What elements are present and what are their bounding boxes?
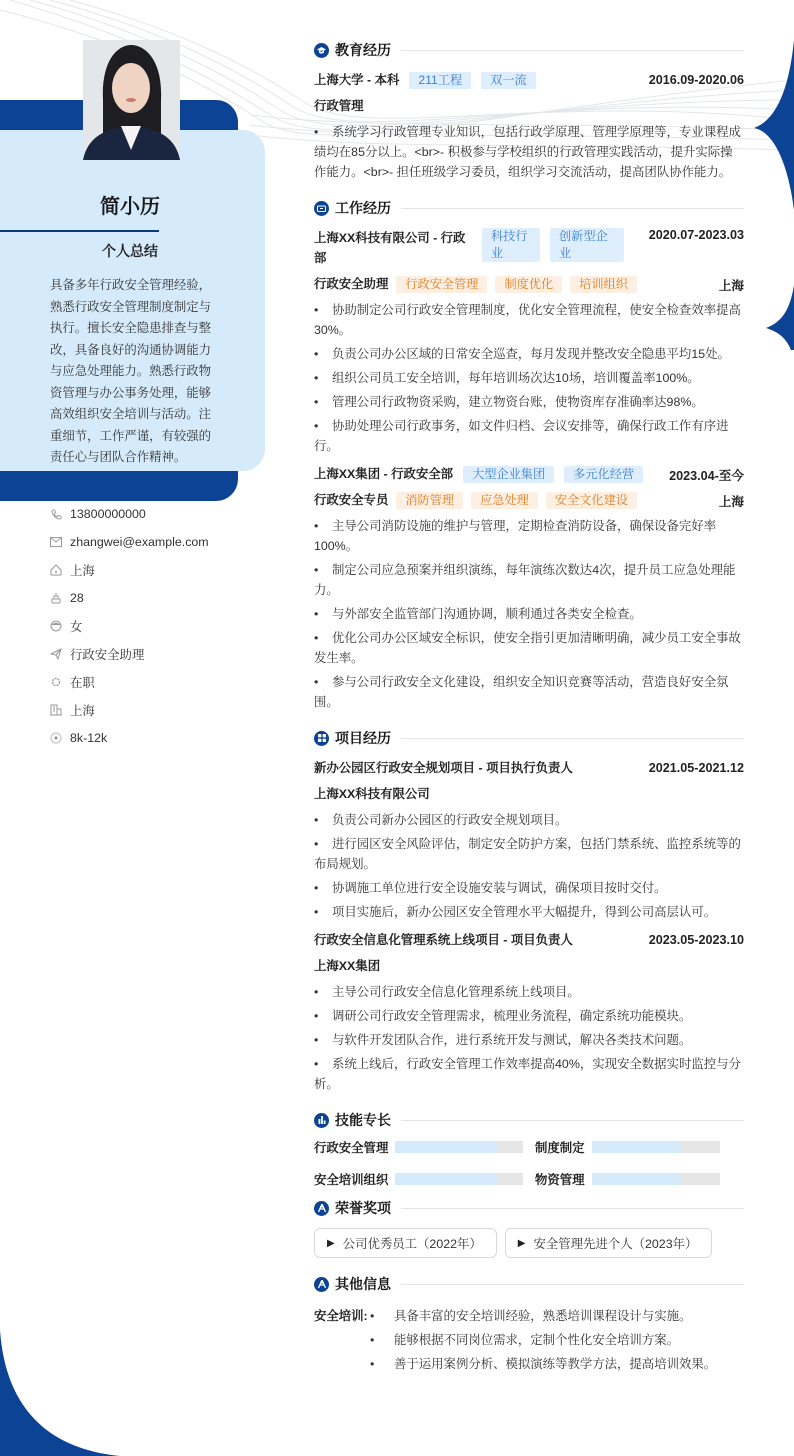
company-name: 上海XX集团 - 行政安全部 [314, 467, 454, 481]
section-projects [314, 726, 744, 1094]
gender-icon [50, 620, 62, 632]
decorative-bottom-left [0, 1330, 130, 1456]
skill-name: 物资管理 [535, 1173, 585, 1187]
date-range: 2023.05-2023.10 [648, 933, 744, 947]
contact-status: 在职 [50, 668, 270, 696]
bullet-item: • 协助处理公司行政事务，如文件归档、会议安排等，确保行政工作有序进行。 [314, 416, 744, 456]
skill-bar [592, 1141, 720, 1153]
section-title: 工作经历 [335, 200, 391, 216]
bullet-item: • 进行园区安全风险评估，制定安全防护方案，包括门禁系统、监控系统等的布局规划。 [314, 834, 744, 874]
skill-tag: 应急处理 [471, 492, 538, 509]
award-item[interactable]: ▶ 安全管理先进个人（2023年） [505, 1228, 713, 1258]
contact-gender: 女 [50, 612, 270, 640]
contact-phone: 13800000000 [50, 500, 270, 528]
section-title: 项目经历 [335, 730, 391, 746]
skill-name: 制度制定 [535, 1141, 585, 1155]
bullet-item: • 主导公司消防设施的维护与管理，定期检查消防设备，确保设备完好率100%。 [314, 516, 744, 556]
skill-bar [395, 1141, 523, 1153]
play-triangle-icon: ▶ [517, 1237, 526, 1249]
project-org: 上海XX集团 [314, 959, 381, 973]
award-item[interactable]: ▶ 公司优秀员工（2022年） [314, 1228, 497, 1258]
bullet-item: • 优化公司办公区域安全标识，使安全指引更加清晰明确，减少员工安全事故发生率。 [314, 628, 744, 668]
skill-item [314, 1172, 535, 1186]
skill-bar-fill [395, 1173, 497, 1185]
job-role: 行政安全专员 [314, 493, 389, 507]
play-triangle-icon: ▶ [327, 1237, 335, 1249]
major: 行政管理 [314, 99, 364, 113]
section-divider [401, 1284, 744, 1285]
skill-tag: 安全文化建设 [546, 492, 637, 509]
section-education [314, 38, 744, 182]
school-tag: 211工程 [409, 72, 471, 89]
section-title: 荣誉奖项 [335, 1200, 391, 1216]
work-entry [314, 464, 744, 712]
section-title: 教育经历 [335, 42, 391, 58]
bullet-item: • 协助制定公司行政安全管理制度，优化安全管理流程，使安全检查效率提高30%。 [314, 300, 744, 340]
industry-tag: 大型企业集团 [463, 466, 554, 483]
section-title: 技能专长 [335, 1112, 391, 1128]
project-name: 行政安全信息化管理系统上线项目 - 项目负责人 [314, 933, 573, 947]
skill-name: 安全培训组织 [314, 1173, 389, 1187]
avatar-photo [83, 40, 180, 160]
skill-name: 行政安全管理 [314, 1141, 389, 1155]
bullet-item: • 负责公司新办公园区的行政安全规划项目。 [314, 810, 744, 830]
contact-email: zhangwei@example.com [50, 528, 270, 556]
section-title: 其他信息 [335, 1276, 391, 1292]
bullet-item: • 负责公司办公区域的日常安全巡查，每月发现并整改安全隐患平均15处。 [314, 344, 744, 364]
school-tag: 双一流 [481, 72, 536, 89]
section-divider [401, 1208, 744, 1209]
contact-target-position: 行政安全助理 [50, 640, 270, 668]
bullet-item: • 系统上线后，行政安全管理工作效率提高40%，实现安全数据实时监控与分析。 [314, 1054, 744, 1094]
bullet-item: • 组织公司员工安全培训，每年培训场次达10场，培训覆盖率100%。 [314, 368, 744, 388]
industry-tag: 科技行业 [482, 228, 540, 262]
summary-title: 个人总结 [102, 243, 158, 259]
bullet-item: • 管理公司行政物资采购，建立物资台账，使物资库存准确率达98%。 [314, 392, 744, 412]
award-icon [314, 1201, 329, 1216]
job-location: 上海 [718, 278, 744, 293]
section-work [314, 196, 744, 712]
bullet-item: • 调研公司行政安全管理需求，梳理业务流程，确定系统功能模块。 [314, 1006, 744, 1026]
contact-city: 上海 [50, 556, 270, 584]
profile-name: 简小历 [100, 196, 160, 218]
age-icon [50, 592, 62, 604]
contact-age: 28 [50, 584, 270, 612]
skill-tag: 行政安全管理 [396, 276, 487, 293]
home-icon [50, 564, 62, 576]
status-icon [50, 676, 62, 688]
info-compass-icon [314, 1277, 329, 1292]
project-entry [314, 758, 744, 922]
section-other [314, 1272, 744, 1376]
skill-bar [395, 1173, 523, 1185]
project-entry [314, 930, 744, 1094]
project-name: 新办公园区行政安全规划项目 - 项目执行负责人 [314, 761, 573, 775]
school-name: 上海大学 - 本科 [314, 73, 400, 87]
education-entry [314, 70, 744, 182]
grid-icon [314, 731, 329, 746]
skill-bar [592, 1173, 720, 1185]
skill-item [314, 1140, 535, 1154]
graduation-cap-icon [314, 43, 329, 58]
section-awards [314, 1196, 744, 1258]
section-skills [314, 1108, 744, 1186]
bullet-item: • 与软件开发团队合作，进行系统开发与测试，解决各类技术问题。 [314, 1030, 744, 1050]
industry-tag: 多元化经营 [564, 466, 643, 483]
job-role: 行政安全助理 [314, 277, 389, 291]
name-divider [0, 230, 159, 232]
date-range: 2020.07-2023.03 [648, 228, 744, 242]
contact-list [50, 500, 270, 752]
section-divider [401, 208, 744, 209]
main-content [314, 38, 744, 1390]
phone-icon [50, 508, 62, 520]
decorative-right-shapes [754, 30, 794, 350]
contact-work-city: 上海 [50, 696, 270, 724]
skill-bar-fill [395, 1141, 497, 1153]
skill-item [535, 1172, 744, 1186]
bullet-item: • 协调施工单位进行安全设施安装与调试，确保项目按时交付。 [314, 878, 744, 898]
skill-item [535, 1140, 744, 1154]
work-entry [314, 228, 744, 456]
bullet-item: • 项目实施后，新办公园区安全管理水平大幅提升，得到公司高层认可。 [314, 902, 744, 922]
bullet-item: • 具备丰富的安全培训经验，熟悉培训课程设计与实施。 [370, 1304, 716, 1328]
bullet-item: • 参与公司行政安全文化建设，组织安全知识竞赛等活动，营造良好安全氛围。 [314, 672, 744, 712]
section-divider [401, 50, 744, 51]
date-range: 2023.04-至今 [669, 468, 744, 483]
industry-tag: 创新型企业 [550, 228, 624, 262]
send-icon [50, 648, 62, 660]
skill-tag: 制度优化 [495, 276, 562, 293]
bullet-item: • 善于运用案例分析、模拟演练等教学方法，提高培训效果。 [370, 1352, 716, 1376]
contact-salary: 8k-12k [50, 724, 270, 752]
building-icon [50, 704, 62, 716]
mail-icon [50, 536, 62, 548]
date-range: 2021.05-2021.12 [648, 761, 744, 775]
other-label: 安全培训: [314, 1309, 368, 1323]
company-name: 上海XX科技有限公司 - 行政部 [314, 231, 466, 265]
bar-chart-icon [314, 1113, 329, 1128]
bullet-item: • 与外部安全监管部门沟通协调，顺利通过各类安全检查。 [314, 604, 744, 624]
bullet-item: • 主导公司行政安全信息化管理系统上线项目。 [314, 982, 744, 1002]
briefcase-icon [314, 201, 329, 216]
bullet-item: • 制定公司应急预案并组织演练，每年演练次数达4次，提升员工应急处理能力。 [314, 560, 744, 600]
skill-tag: 培训组织 [570, 276, 637, 293]
skill-bar-fill [592, 1173, 682, 1185]
project-org: 上海XX科技有限公司 [314, 787, 430, 801]
job-location: 上海 [718, 494, 744, 509]
skill-bar-fill [592, 1141, 682, 1153]
date-range: 2016.09-2020.06 [648, 73, 744, 87]
skill-tag: 消防管理 [396, 492, 463, 509]
salary-icon [50, 732, 62, 744]
section-divider [401, 738, 744, 739]
bullet-item: • 能够根据不同岗位需求，定制个性化安全培训方案。 [370, 1328, 716, 1352]
summary-text: 具备多年行政安全管理经验，熟悉行政安全管理制度制定与执行。擅长安全隐患排查与整改，具备良好的沟通协调能力与应急处理能力。熟悉行政物资管理与办公事务处理，能够高效组织安全培训与活动。注重细节，工作严谨，有较强的责任心与团队合作精神。 [50, 278, 212, 464]
section-divider [401, 1120, 744, 1121]
bullet-item: • 系统学习行政管理专业知识，包括行政学原理、管理学原理等，专业课程成绩均在85分以上。<br>- 积极参与学校组织的行政管理实践活动，提升实际操作能力。<br>- 担任班级学习委员，组织学习交流活动，提高团队协作能力。 [314, 122, 744, 182]
